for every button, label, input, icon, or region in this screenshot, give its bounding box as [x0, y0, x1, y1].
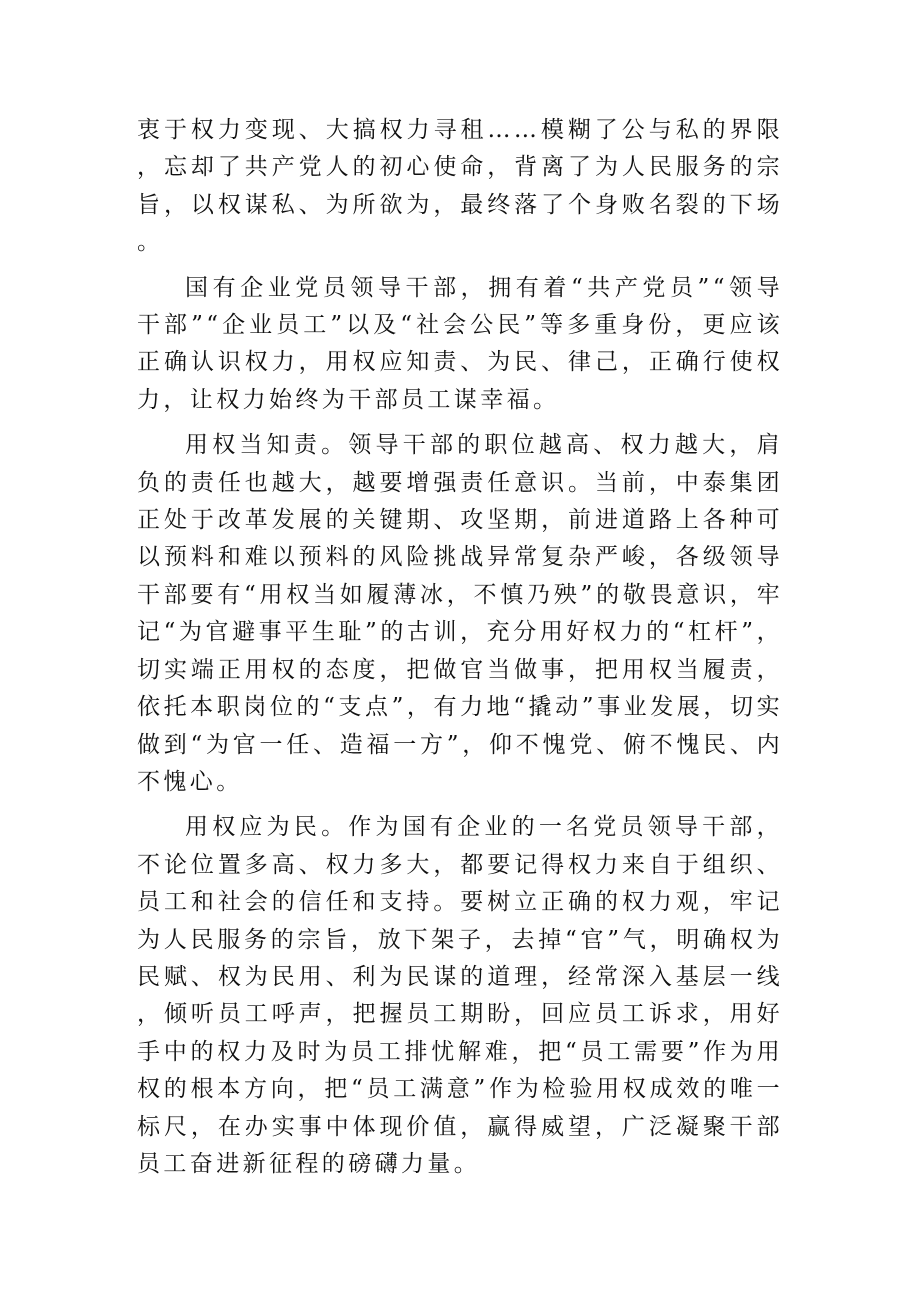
paragraph-identity: 国有企业党员领导干部，拥有着“共产党员”“领导干部”“企业员工”以及“社会公民”等多重身份，更应该正确认识权力，用权应知责、为民、律己，正确行使权力，让权力始终为干部员工谋幸福。: [137, 274, 783, 413]
paragraph-for-people: 用权应为民。作为国有企业的一名党员领导干部，不论位置多高、权力多大，都要记得权力来自于组织、员工和社会的信任和支持。要树立正确的权力观，牢记为人民服务的宗旨，放下架子，去掉“官”气，明确权为民赋、权为民用、利为民谋的道理，经常深入基层一线，倾听员工呼声，把握员工期盼，回应员工诉求，用好手中的权力及时为员工排忧解难，把“员工需要”作为用权的根本方向，把“员工满意”作为检验用权成效的唯一标尺，在办实事中体现价值，赢得威望，广泛凝聚干部员工奋进新征程的磅礴力量。: [137, 814, 783, 1177]
paragraph-continuation: 衷于权力变现、大搞权力寻租……模糊了公与私的界限，忘却了共产党人的初心使命，背离了为人民服务的宗旨，以权谋私、为所欲为，最终落了个身败名裂的下场。: [137, 117, 783, 256]
paragraph-responsibility: 用权当知责。领导干部的职位越高、权力越大，肩负的责任也越大，越要增强责任意识。当前，中泰集团正处于改革发展的关键期、攻坚期，前进道路上各种可以预料和难以预料的风险挑战异常复杂严峻，各级领导干部要有“用权当如履薄冰，不慎乃殃”的敬畏意识，牢记“为官避事平生耻”的古训，充分用好权力的“杠杆”，切实端正用权的态度，把做官当做事，把用权当履责，依托本职岗位的“支点”，有力地“撬动”事业发展，切实做到“为官一任、造福一方”，仰不愧党、俯不愧民、内不愧心。: [137, 432, 783, 795]
